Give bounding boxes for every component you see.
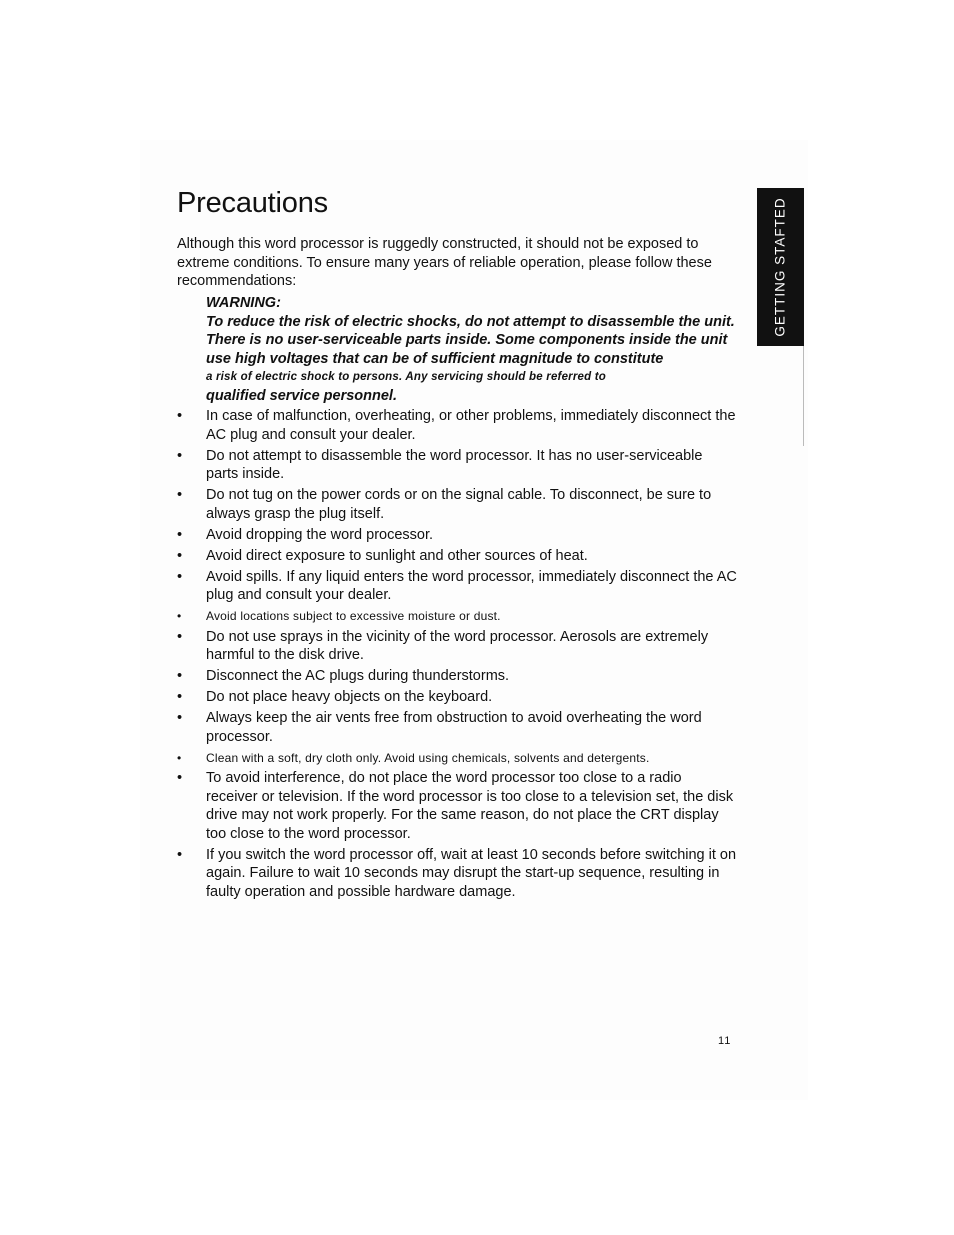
list-item [177, 486, 737, 523]
bullet-icon: • [177, 668, 183, 684]
bullet-icon: • [177, 710, 183, 726]
list-item [177, 547, 737, 566]
list-item-text: Clean with a soft, dry cloth only. Avoid using chemicals, solvents and detergents. [206, 750, 650, 765]
list-item-text: Always keep the air vents free from obstruction to avoid overheating the word processor. [206, 710, 702, 745]
warning-text: To reduce the risk of electric shocks, do not attempt to disassemble the unit. There is no user-serviceable parts inside. Some components inside the unit use high voltages that can be of sufficient magnitude to constitute [206, 313, 735, 367]
list-item [177, 667, 737, 686]
list-item-text: Do not attempt to disassemble the word processor. It has no user-serviceable parts inside. [206, 447, 703, 482]
list-item [177, 526, 737, 545]
page-title: Precautions [177, 187, 328, 219]
list-item-text: Do not tug on the power cords or on the signal cable. To disconnect, be sure to always grasp the plug itself. [206, 487, 712, 522]
list-item [177, 769, 737, 843]
list-item [177, 568, 737, 605]
list-item [177, 688, 737, 707]
list-item-text: Disconnect the AC plugs during thunderstorms. [206, 668, 510, 684]
list-item [177, 447, 737, 484]
list-item [177, 749, 737, 767]
intro-paragraph: Although this word processor is ruggedly constructed, it should not be exposed to extreme conditions. To ensure many years of reliable operation, please follow these recommendations: [177, 236, 712, 289]
bullet-icon: • [177, 526, 183, 543]
bullet-icon: • [177, 568, 183, 585]
list-item-text: In case of malfunction, overheating, or other problems, immediately disconnect the AC plug and consult your dealer. [206, 408, 736, 443]
list-item [177, 407, 737, 444]
warning-text-small: a risk of electric shock to persons. Any servicing should be referred to [206, 371, 606, 383]
list-item-text: Avoid dropping the word processor. [206, 526, 434, 543]
page-number: 11 [718, 1035, 732, 1047]
list-item-text: Do not place heavy objects on the keyboard. [206, 689, 493, 705]
list-item-text: Avoid spills. If any liquid enters the word processor, immediately disconnect the AC plug and consult your dealer. [206, 568, 737, 603]
warning-text-end: qualified service personnel. [206, 387, 397, 404]
bullet-icon: • [177, 689, 183, 705]
bullet-icon: • [177, 447, 183, 464]
section-tab-label: GETTING STAFTED [772, 197, 788, 337]
list-item-text: Do not use sprays in the vicinity of the word processor. Aerosols are extremely harmful to the disk drive. [206, 628, 709, 663]
bullet-icon: • [177, 547, 183, 564]
list-item-text: If you switch the word processor off, wait at least 10 seconds before switching it on again. Failure to wait 10 seconds may disrupt the start-up sequence, resulting in faulty operation and possible hardware damage. [206, 846, 737, 900]
precautions-list [177, 407, 737, 904]
bullet-icon: • [177, 770, 183, 786]
list-item [177, 607, 737, 625]
section-tab [757, 188, 804, 346]
bullet-icon: • [177, 628, 183, 645]
list-item-text: Avoid locations subject to excessive moisture or dust. [206, 609, 501, 623]
list-item-text: Avoid direct exposure to sunlight and other sources of heat. [206, 547, 588, 564]
list-item-text: To avoid interference, do not place the word processor too close to a radio receiver or television. If the word processor is too close to a television set, the disk drive may not work properly. For the same reason, do not place the CRT display too close to the word processor. [206, 770, 734, 842]
bullet-icon: • [177, 487, 183, 503]
warning-block [206, 294, 736, 405]
list-item [177, 628, 737, 665]
bullet-icon: • [177, 609, 182, 623]
page-edge-line [803, 346, 804, 446]
list-item [177, 709, 737, 746]
bullet-icon: • [177, 750, 182, 765]
bullet-icon: • [177, 408, 183, 424]
list-item [177, 846, 737, 902]
bullet-icon: • [177, 846, 183, 863]
warning-heading: WARNING: [206, 295, 281, 311]
